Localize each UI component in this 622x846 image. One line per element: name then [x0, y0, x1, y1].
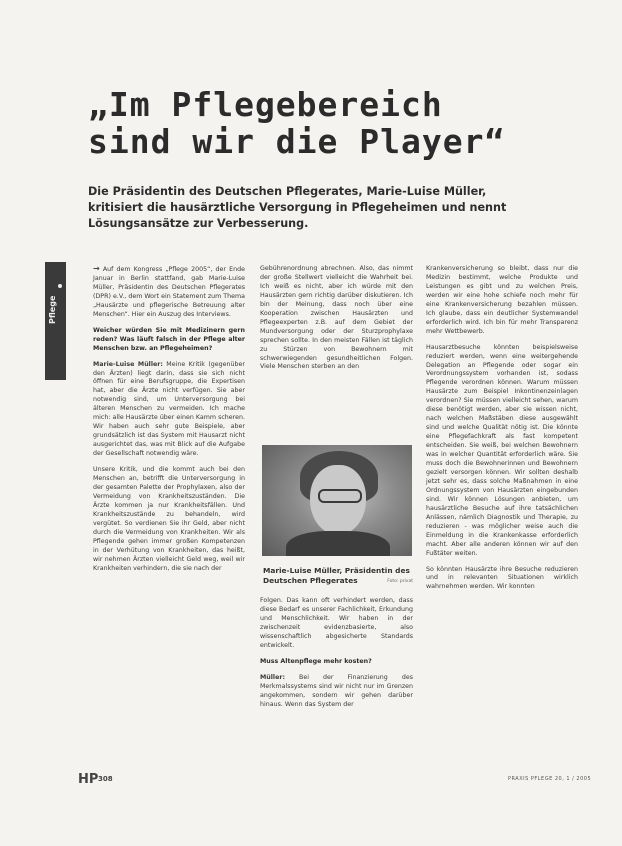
article-deck: Die Präsidentin des Deutschen Pflegerates, Marie-Luise Müller, kritisiert die hausärztliche Versorgung in Pflegeheimen und nennt Lösungsansätze zur Verbesserung.	[88, 185, 507, 230]
portrait-body	[286, 531, 390, 556]
section-tab	[45, 262, 66, 380]
question-1: Weicher würden Sie mit Medizinern gern reden? Was läuft falsch in der Pflege alter Menschen bzw. an Pflegeheimen?	[93, 326, 245, 352]
text-column-2	[260, 265, 413, 379]
section-tab-label: Pflege	[48, 295, 57, 324]
photo-caption: Marie-Luise Müller, Präsidentin des Deutschen Pflegerates Foto: privat	[263, 566, 413, 585]
paragraph-col3a: Krankenversicherung so bleibt, dass nur die Medizin bestimmt, welche Produkte und Leistungen es gibt und zu welchen Preis, werden wir eine hohe schiefe noch mehr für eine Krankenversicherung bezahlen müssen. Ich glaube, dass ein deutlicher Systemwandel erforderlich wird. Ich bin für mehr Transparenz mehr Wettbewerb.	[426, 265, 578, 335]
text-column-1	[93, 265, 245, 581]
paragraph-col3c: So könnten Hausärzte ihre Besuche reduzieren und in relevanten Situationen wirklich wahrnehmen werden. Wir konnten	[426, 565, 578, 591]
arrow-icon: →	[93, 264, 100, 273]
text-column-2-lower	[260, 597, 413, 716]
intro-paragraph: → Auf dem Kongress „Pflege 2005“, der Ende Januar in Berlin stattfand, gab Marie-Luise Müller, Präsidentin des Deutschen Pflegerates (DPR) e.V., dem Wort ein Statement zum Thema „Hausärzte und pflegerische Betreuung alter Menschen“. Hier ein Auszug des Interviews.	[93, 264, 245, 318]
answer-1: Marie-Luise Müller: Meine Kritik (gegenüber den Ärzten) liegt darin, dass sie sich nicht öffnen für eine Berufsgruppe, die Expertisen hat, aber die Ärzte nicht verfügen. Sie aber notwendig sind, um Unterversorgung bei älteren Menschen zu vermeiden. Ich mache mich: alle Hausärzte über einen Kamm scheren. Wir haben auch sehr gute Beispiele, aber grundsätzlich ist das System mit Hausarzt nicht ausgerichtet das, was mit Blick auf die Aufgabe der Gesellschaft notwendig wäre.	[93, 360, 245, 458]
portrait-photo	[262, 445, 412, 556]
answer-2-speaker: Müller:	[260, 673, 285, 681]
paragraph-col2b: Folgen. Das kann oft verhindert werden, dass diese Bedarf es unserer Fachlichkeit, Erkundung und Menschlichkeit. Wir haben in der zwischenzeit evidenzbasierte, also wissenschaftlich abgesicherte Standards entwickelt.	[260, 597, 413, 649]
photo-credit: Foto: privat	[387, 579, 413, 584]
paragraph-col3b: Hausarztbesuche könnten beispielsweise reduziert werden, wenn eine weitergehende Delegation an Pflegende oder sogar ein Verordnungssystem vorhanden ist, sodass Pflegende verordnen können. Warum müssen Hausärzte zum Beispiel Inkontinenzeinlagen verordnen? Sie müssen vielleicht sehen, warum diese benötigt werden, aber sie wissen nicht, nach welchen Maßstäben diese ausgewählt sind und welche Qualität nötig ist. Die könnte eine Pflegefachkraft als fast kompetent entscheiden. Sie weiß, bei welchen Bewohnern was in welcher Quantität erforderlich wäre. Sie muss doch die Bewohnerinnen und Bewohnern gezielt versorgen können. Wir sollten deshalb jetzt sehr es, dass solche Maßnahmen in eine Ordnungssystem von Hausärzten eingebunden sind. Wir können Lösungen anbieten, um hausärztliche Besuche auf ihre tatsächlichen Anlässen, nämlich Diagnostik und Therapie, zu reduzieren - was möglicher weise auch die Einmeldung in die Krankenkasse erforderlich macht. Aber alle anderen können wir auf den Fußtäter weiten.	[426, 343, 578, 557]
paragraph-col2a: Gebührenordnung abrechnen. Also, das nimmt der große Stellwert vielleicht die Wahrheit bei. Ich weiß es nicht, aber ich würde mit den Hausärzten gern richtig darüber diskutieren. Ich bin der Meinung, dass noch über eine Kooperation zwischen Hausärzten und Pflegeexperten z.B. auf dem Gebiet der Mundversorgung oder der Sturzprophylaxe sprechen sollte. In den meisten Fällen ist täglich zu Stürzen von Bewohnern mit schwerwiegenden gesundheitlichen Folgen. Viele Menschen sterben an den	[260, 265, 413, 371]
portrait-glasses	[318, 489, 362, 503]
answer-2: Müller: Bei der Finanzierung des Merkmalssystems sind wir nicht nur im Grenzen angekommen, sondern wir gehen darüber hinaus. Wenn das System der	[260, 673, 413, 708]
question-2: Muss Altenpflege mehr kosten?	[260, 657, 372, 665]
headline-line-1: „Im Pflegebereich	[88, 85, 443, 124]
answer-1-speaker: Marie-Luise Müller:	[93, 360, 163, 368]
issue-info: PRAXIS PFLEGE 20, 1 / 2005	[508, 776, 592, 782]
magazine-logo: HP	[78, 772, 99, 787]
page-number: 308	[98, 775, 113, 783]
section-tab-marker	[58, 284, 62, 288]
headline	[88, 86, 528, 160]
headline-line-2: sind wir die Player“	[88, 122, 506, 161]
paragraph-col1b: Unsere Kritik, und die kommt auch bei den Menschen an, betrifft die Unterversorgung in der gesamten Palette der Prophylaxen, also der Vermeidung von Krankheitszuständen. Die Ärzte kommen ja nur Krankheitsfällen. Und Krankheitszustände zu behandeln, wird vergütet. So verdienen Sie ihr Geld, aber nicht durch die Vermeidung von Krankheiten. Wir als Pflegende gehen immer großen Kompetenzen in der Verhütung von Krankheiten, das heißt, wir nehmen Ärzten vielleicht Geld weg, weil wir Krankheiten verhindern, die sie nach der	[93, 466, 245, 572]
text-column-3	[426, 265, 578, 599]
